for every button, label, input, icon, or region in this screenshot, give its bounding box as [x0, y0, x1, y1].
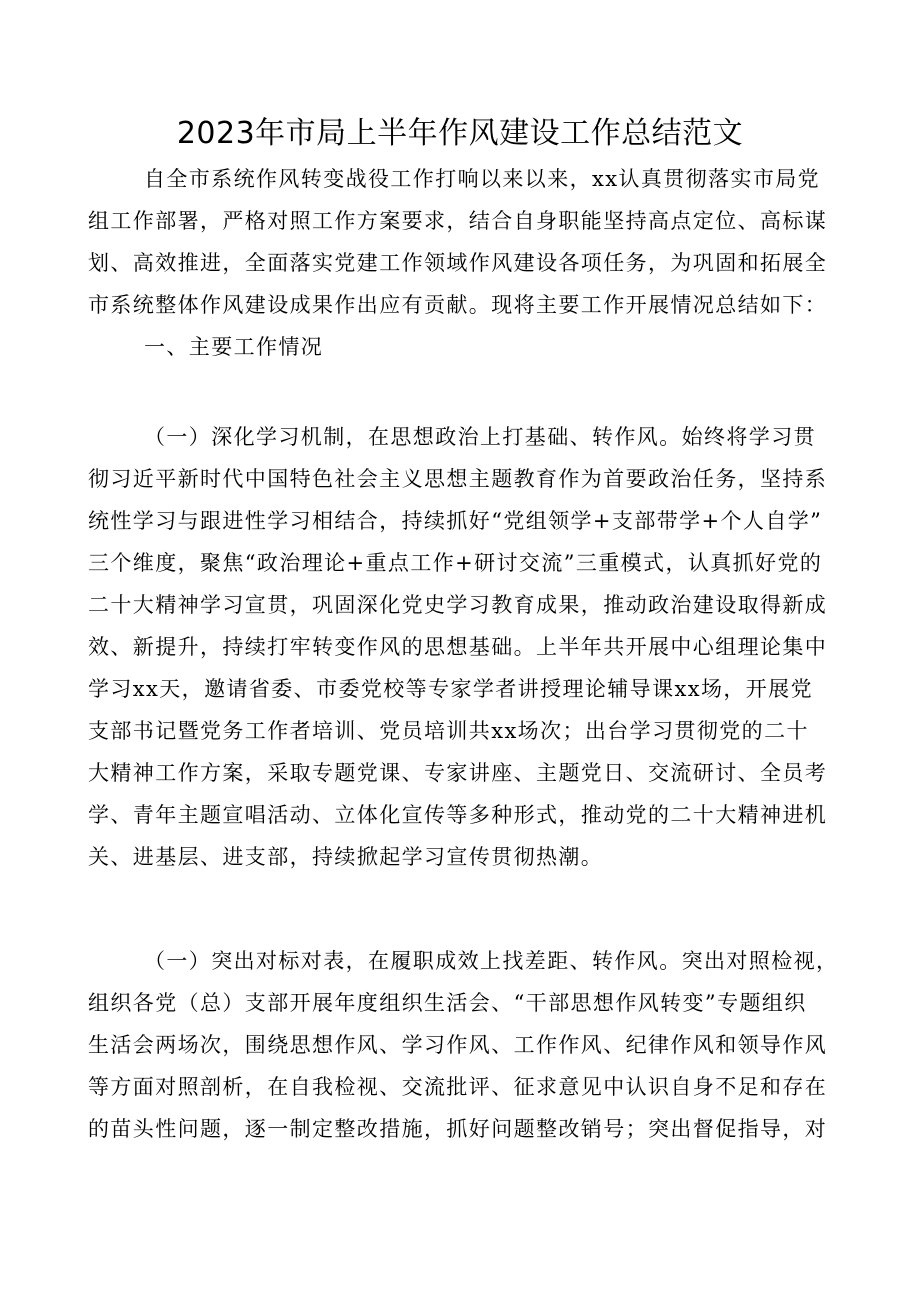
- text-line: 市系统整体作风建设成果作出应有贡献。现将主要工作开展情况总结如下：: [88, 293, 828, 317]
- text-line: 彻习近平新时代中国特色社会主义思想主题教育作为首要政治任务，坚持系: [88, 467, 828, 491]
- text-line: （一）突出对标对表，在履职成效上找差距、转作风。突出对照检视，: [144, 949, 839, 973]
- text-line: 的苗头性问题，逐一制定整改措施，抓好问题整改销号；突出督促指导，对: [88, 1117, 828, 1141]
- text-line: 学习xx天，邀请省委、市委党校等专家学者讲授理论辅导课xx场，开展党: [88, 677, 813, 701]
- text-line: 学、青年主题宣唱活动、立体化宣传等多种形式，推动党的二十大精神进机: [88, 803, 828, 827]
- text-line: 关、进基层、进支部，持续掀起学习宣传贯彻热潮。: [88, 845, 604, 869]
- document-title: 2023年市局上半年作风建设工作总结范文: [176, 116, 744, 151]
- text-line: 组织各党（总）支部开展年度组织生活会、“干部思想作风转变”专题组织: [88, 991, 807, 1015]
- text-line: 二十大精神学习宣贯，巩固深化党史学习教育成果，推动政治建设取得新成: [88, 593, 828, 617]
- text-line: 大精神工作方案，采取专题党课、专家讲座、主题党日、交流研讨、全员考: [88, 761, 828, 785]
- text-line: （一）深化学习机制，在思想政治上打基础、转作风。始终将学习贯: [144, 425, 816, 449]
- text-line: 划、高效推进，全面落实党建工作领域作风建设各项任务，为巩固和拓展全: [88, 251, 828, 275]
- section-heading: 一、主要工作情况: [144, 335, 324, 359]
- section2-paragraph: [88, 940, 852, 1150]
- text-line: 生活会两场次，围绕思想作风、学习作风、工作作风、纪律作风和领导作风: [88, 1033, 828, 1057]
- text-line: 统性学习与跟进性学习相结合，持续抓好“党组领学+支部带学+个人自学”: [88, 509, 823, 533]
- intro-paragraph: [88, 158, 852, 326]
- text-line: 支部书记暨党务工作者培训、党员培训共xx场次；出台学习贯彻党的二十: [88, 719, 809, 743]
- text-line: 效、新提升，持续打牢转变作风的思想基础。上半年共开展中心组理论集中: [88, 635, 828, 659]
- section1-paragraph: [88, 416, 852, 878]
- text-line: 等方面对照剖析，在自我检视、交流批评、征求意见中认识自身不足和存在: [88, 1075, 828, 1099]
- section-heading-block: [88, 326, 852, 368]
- text-line: 自全市系统作风转变战役工作打响以来以来，xx认真贯彻落实市局党: [144, 167, 821, 191]
- text-line: 组工作部署，严格对照工作方案要求，结合自身职能坚持高点定位、高标谋: [88, 209, 828, 233]
- text-line: 三个维度，聚焦“政治理论+重点工作+研讨交流”三重模式，认真抓好党的: [88, 551, 823, 575]
